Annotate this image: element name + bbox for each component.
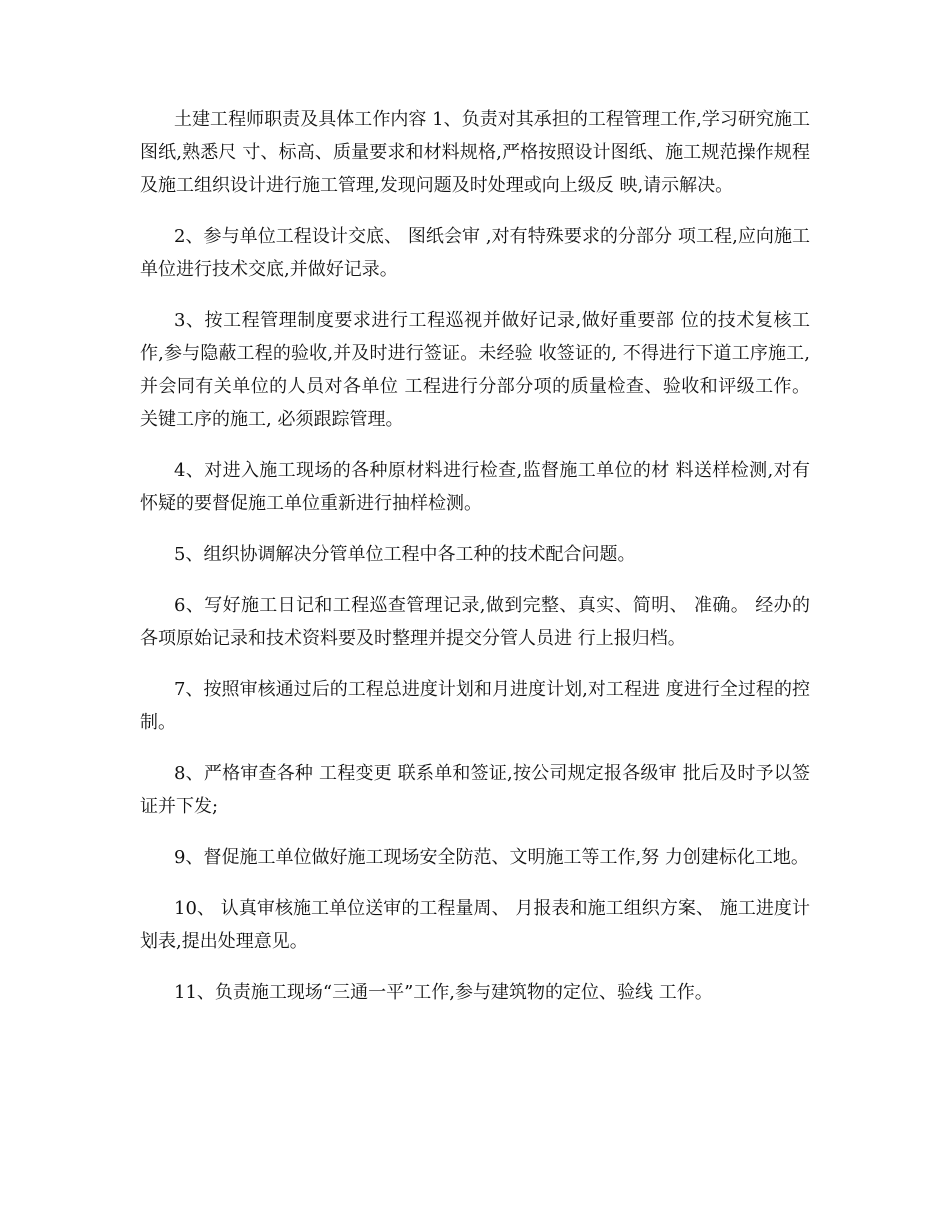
paragraph-1: 土建工程师职责及具体工作内容 1、负责对其承担的工程管理工作,学习研究施工图纸,熟悉尺 寸、标高、质量要求和材料规格,严格按照设计图纸、施工规范操作规程及施工组织设计进行施工管理,发现问题及时处理或向上级反 映,请示解决。 [140,109,810,196]
paragraph-9: 9、督促施工单位做好施工现场安全防范、文明施工等工作,努 力创建标化工地。 [174,847,809,868]
paragraph-2: 2、参与单位工程设计交底、 图纸会审 ,对有特殊要求的分部分 项工程,应向施工单位进行技术交底,并做好记录。 [140,226,810,280]
paragraph-10: 10、 认真审核施工单位送审的工程量周、 月报表和施工组织方案、 施工进度计划表,提出处理意见。 [140,898,810,952]
paragraph-4: 4、对进入施工现场的各种原材料进行检查,监督施工单位的材 料送样检测,对有怀疑的要督促施工单位重新进行抽样检测。 [140,460,810,514]
paragraph-5: 5、组织协调解决分管单位工程中各工种的技术配合问题。 [174,544,636,565]
paragraph-7: 7、按照审核通过后的工程总进度计划和月进度计划,对工程进 度进行全过程的控制。 [140,679,810,733]
paragraph-3: 3、按工程管理制度要求进行工程巡视并做好记录,做好重要部 位的技术复核工作,参与隐蔽工程的验收,并及时进行签证。未经验 收签证的, 不得进行下道工序施工, 并会同有关单位的人员对各单位 工程进行分部分项的质量检查、验收和评级工作。关键工序的施工, 必须跟踪管理。 [140,310,810,430]
paragraph-6: 6、写好施工日记和工程巡查管理记录,做到完整、真实、简明、 准确。 经办的各项原始记录和技术资料要及时整理并提交分管人员进 行上报归档。 [140,595,810,649]
document-body [140,103,810,1027]
paragraph-8: 8、严格审查各种 工程变更 联系单和签证,按公司规定报各级审 批后及时予以签证并下发; [140,763,810,817]
paragraph-11: 11、负责施工现场“三通一平”工作,参与建筑物的定位、验线 工作。 [174,982,713,1003]
